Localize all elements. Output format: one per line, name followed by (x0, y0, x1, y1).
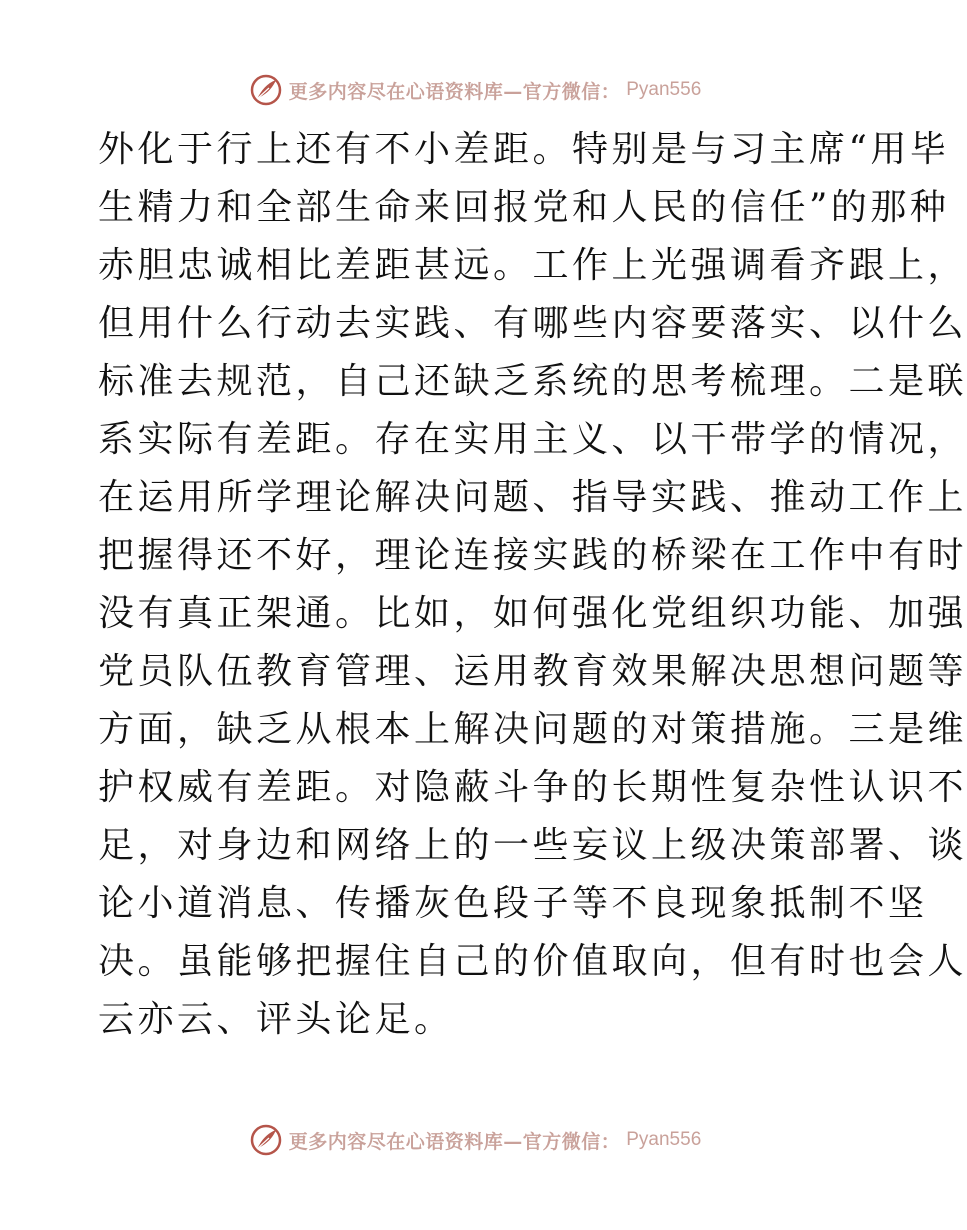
text-line: 生精力和全部生命来回报党和人民的信任”的那种 (98, 187, 950, 228)
footer-banner-text: 更多内容尽在心语资料库—官方微信： (288, 1130, 621, 1153)
header-banner-text: 更多内容尽在心语资料库—官方微信： (288, 80, 621, 103)
text-line: 赤胆忠诚相比差距甚远。工作上光强调看齐跟上， (98, 245, 967, 286)
text-line: 在运用所学理论解决问题、指导实践、推动工作上 (98, 477, 967, 518)
text-line: 决。虽能够把握住自己的价值取向，但有时也会人 (98, 941, 967, 982)
text-line: 党员队伍教育管理、运用教育效果解决思想问题等 (98, 651, 967, 692)
quill-feather-icon (249, 73, 283, 107)
text-line: 标准去规范，自己还缺乏系统的思考梳理。二是联 (98, 361, 967, 402)
text-line: 但用什么行动去实践、有哪些内容要落实、以什么 (98, 303, 967, 344)
text-line: 云亦云、评头论足。 (98, 999, 454, 1040)
text-line: 方面，缺乏从根本上解决问题的对策措施。三是维 (98, 709, 967, 750)
header-watermark-banner (0, 70, 950, 110)
document-body (98, 121, 967, 1049)
footer-watermark-banner (0, 1120, 950, 1160)
text-line: 系实际有差距。存在实用主义、以干带学的情况， (98, 419, 967, 460)
text-line: 把握得还不好，理论连接实践的桥梁在工作中有时 (98, 535, 967, 576)
quill-feather-icon (249, 1123, 283, 1157)
text-line: 论小道消息、传播灰色段子等不良现象抵制不坚 (98, 883, 928, 924)
text-line: 足，对身边和网络上的一些妄议上级决策部署、谈 (98, 825, 967, 866)
footer-wechat-id: Pyan556 (626, 1129, 702, 1150)
text-line: 没有真正架通。比如，如何强化党组织功能、加强 (98, 593, 967, 634)
header-wechat-id: Pyan556 (626, 79, 702, 100)
text-line: 外化于行上还有不小差距。特别是与习主席“用毕 (98, 129, 950, 170)
text-line: 护权威有差距。对隐蔽斗争的长期性复杂性认识不 (98, 767, 967, 808)
